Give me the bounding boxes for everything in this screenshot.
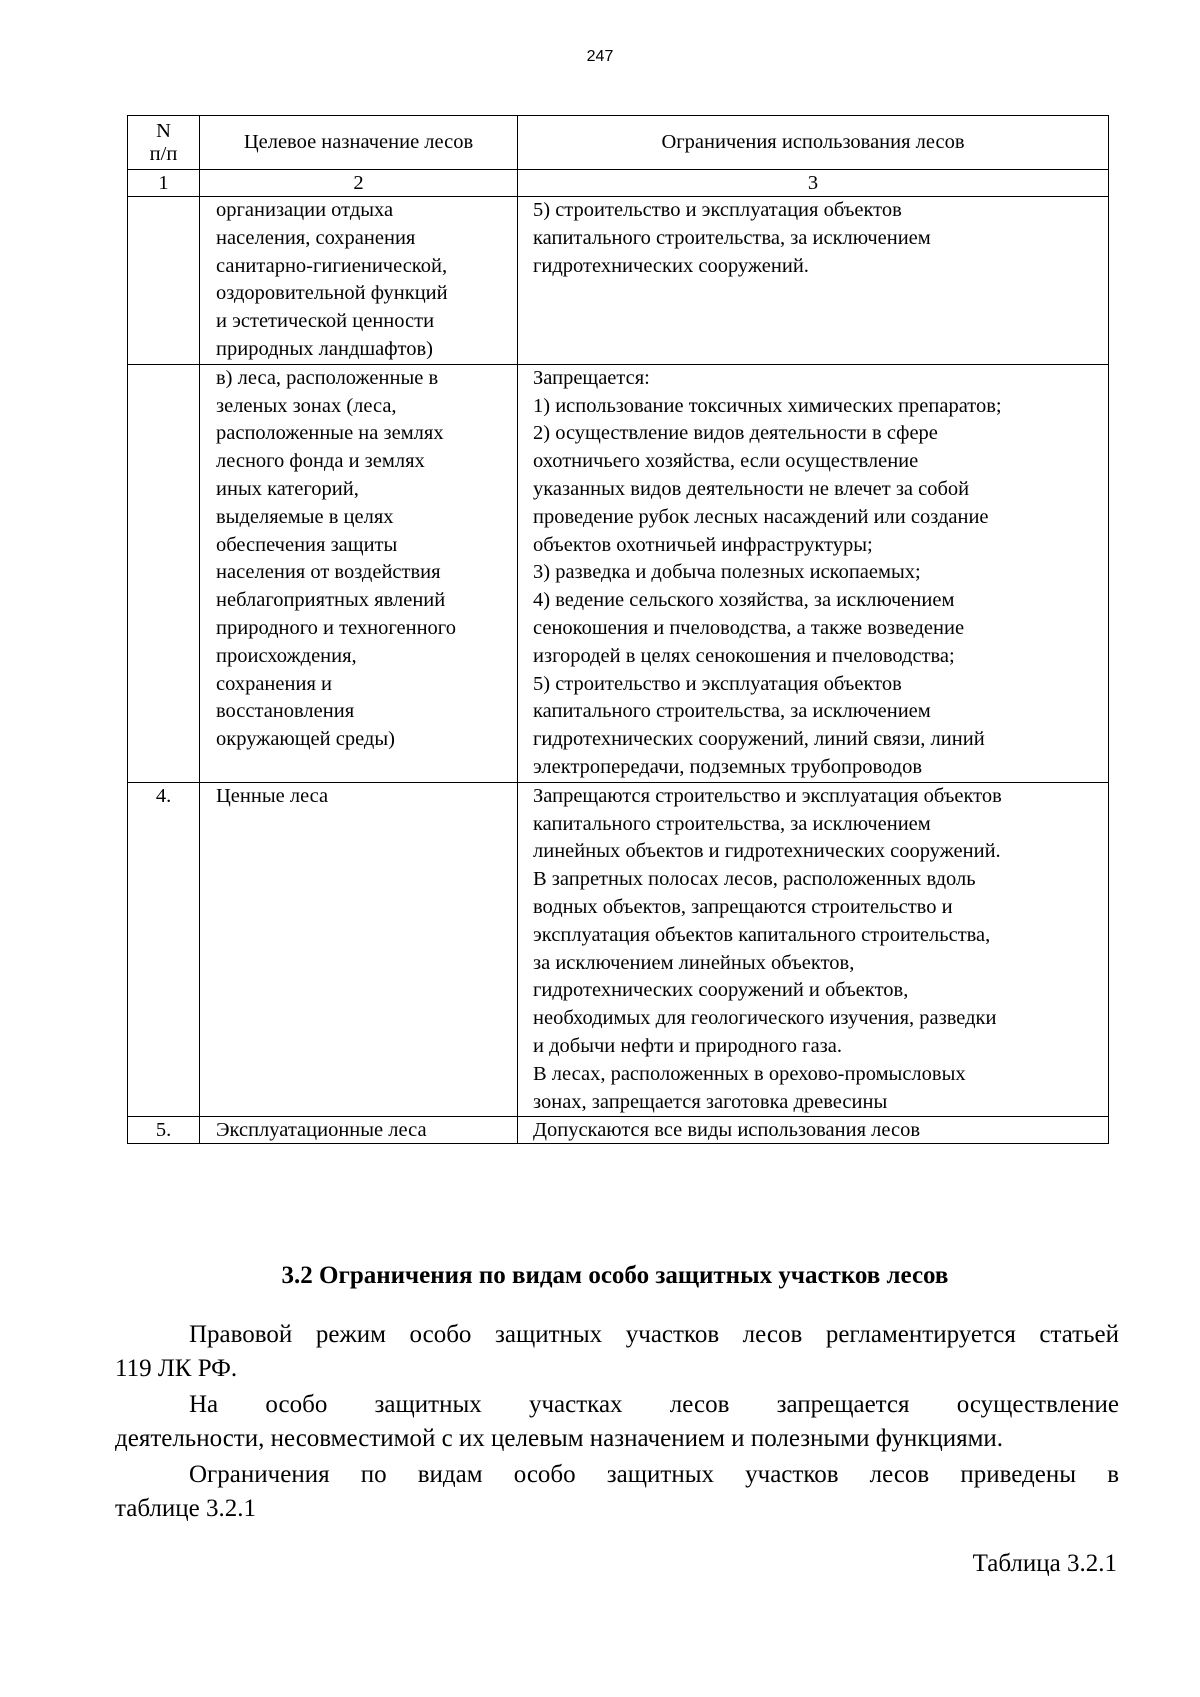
column-number-row [128,170,1109,197]
header-restrictions: Ограничения использования лесов [518,116,1109,170]
row-number [128,364,200,782]
row-purpose: организации отдыха населения, сохранения санитарно-гигиенической, оздоровительной функций и эстетической ценности природных ландшафтов) [200,197,518,365]
row-restrictions: Запрещается: 1) использование токсичных химических препаратов; 2) осуществление видов деятельности в сфере охотничьего хозяйства, если осуществление указанных видов деятельности не влечет за собой проведение рубок лесных насаждений или создание объектов охотничьей инфраструктуры; 3) разведка и добыча полезных ископаемых; 4) ведение сельского хозяйства, за исключением сенокошения и пчеловодства, а также возведение изгородей в целях сенокошения и пчеловодства; 5) строительство и эксплуатация объектов капитального строительства, за исключением гидротехнических сооружений, линий связи, линий электропередачи, подземных трубопроводов [518,364,1109,782]
paragraph-legal-regime [115,1318,1119,1386]
row-purpose: Ценные леса [200,782,518,1117]
row-number: 4. [128,782,200,1117]
paragraph-line: Правовой режим особо защитных участков лесов регламентируется статьей [189,1321,1119,1348]
table-row [128,1117,1109,1144]
page-number: 247 [586,48,614,65]
paragraph-line: 119 ЛК РФ. [115,1355,238,1382]
row-number: 5. [128,1117,200,1144]
table-header-row [128,116,1109,170]
header-purpose: Целевое назначение лесов [200,116,518,170]
row-number [128,197,200,365]
row-restrictions: Запрещаются строительство и эксплуатация объектов капитального строительства, за исключением линейных объектов и гидротехнических сооружений. В запретных полосах лесов, расположенных вдоль водных объектов, запрещаются строительство и эксплуатация объектов капитального строительства, за исключением линейных объектов, гидротехнических сооружений и объектов, необходимых для геологического изучения, разведки и добычи нефти и природного газа. В лесах, расположенных в орехово-промысловых зонах, запрещается заготовка древесины [518,782,1109,1117]
column-number: 3 [518,170,1109,197]
paragraph-line: деятельности, несовместимой с их целевым назначением и полезными функциями. [115,1425,1004,1452]
column-number: 2 [200,170,518,197]
header-number: N п/п [128,116,200,170]
table-row [128,364,1109,782]
column-number: 1 [128,170,200,197]
paragraph-prohibition [115,1388,1119,1456]
row-restrictions: 5) строительство и эксплуатация объектов капитального строительства, за исключением гидротехнических сооружений. [518,197,1109,365]
table-caption: Таблица 3.2.1 [972,1550,1117,1577]
paragraph-line: На особо защитных участках лесов запрещается осуществление [189,1391,1119,1418]
section-heading: 3.2 Ограничения по видам особо защитных участков лесов [281,1262,949,1289]
paragraph-table-reference [115,1458,1119,1526]
table-row [128,782,1109,1117]
row-purpose: в) леса, расположенные в зеленых зонах (леса, расположенные на землях лесного фонда и землях иных категорий, выделяемые в целях обеспечения защиты населения от воздействия неблагоприятных явлений природного и техногенного происхождения, сохранения и восстановления окружающей среды) [200,364,518,782]
row-restrictions: Допускаются все виды использования лесов [518,1117,1109,1144]
table-row [128,197,1109,365]
row-purpose: Эксплуатационные леса [200,1117,518,1144]
paragraph-line: таблице 3.2.1 [115,1495,257,1522]
forest-restrictions-table [127,115,1109,1144]
paragraph-line: Ограничения по видам особо защитных участков лесов приведены в [189,1461,1119,1488]
